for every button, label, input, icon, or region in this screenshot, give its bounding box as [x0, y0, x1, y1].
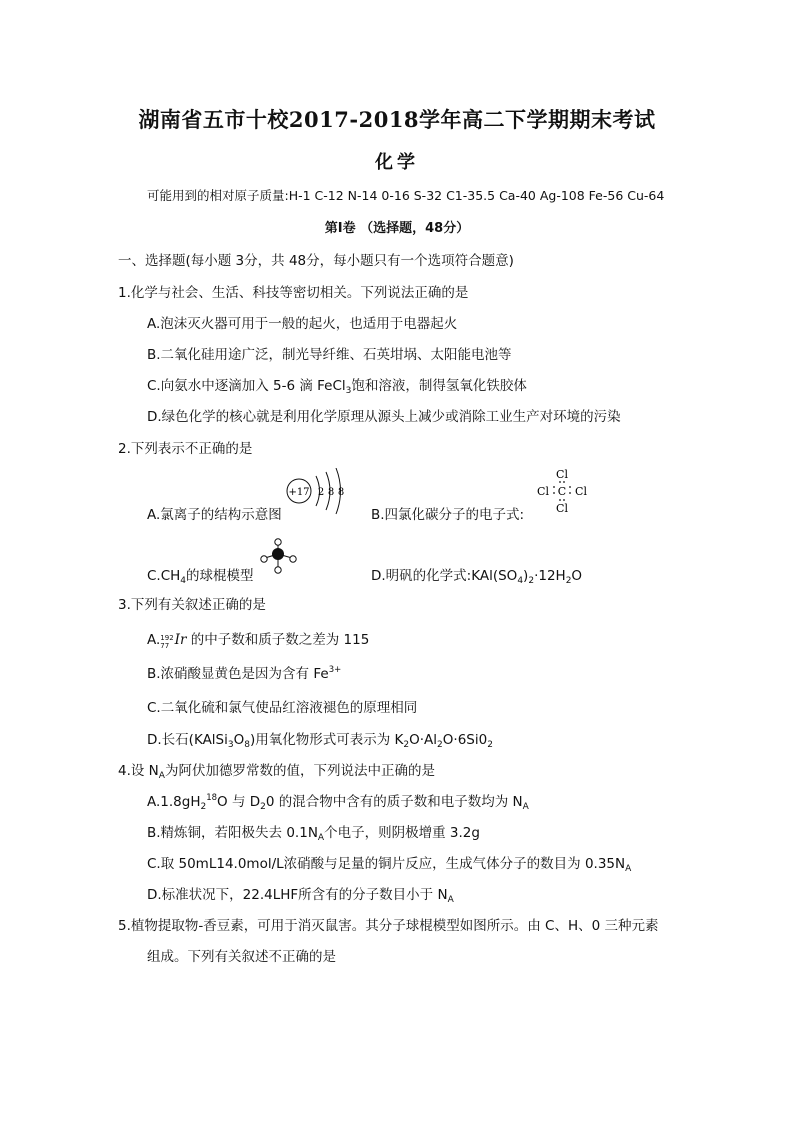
q4-option-c: C.取 50mL14.0mol/L浓硝酸与足量的铜片反应，生成气体分子的数目为 $0.35N_A$: [147, 856, 632, 874]
q3-option-d: D.长石$(KAlSi_3O_8)$用氧化物形式可表示为 $K_2O\cdot Al_2O\cdot 6Si0_2$: [147, 732, 493, 750]
q1-option-b: B.二氧化硅用途广泛，制光导纤维、石英坩埚、太阳能电池等: [147, 347, 512, 363]
carbon-center: C: [557, 485, 567, 498]
q2-option-b: B.四氯化碳分子的电子式:: [371, 507, 525, 523]
q1-option-a: A.泡沫灭火器可用于一般的起火，也适用于电器起火: [147, 316, 458, 332]
cl-top: Cl: [556, 468, 568, 481]
q3-option-c: C.二氧化硫和氯气使品红溶液褪色的原理相同: [147, 700, 418, 716]
cl-bottom: Cl: [556, 502, 568, 515]
q3-option-b: B.浓硝酸显黄色是因为含有 $Fe^{3+}$: [147, 665, 342, 682]
shell-2-electrons: 8: [327, 487, 335, 498]
shell-1-electrons: 2: [317, 487, 325, 498]
nucleus-charge: +17: [288, 487, 310, 498]
q4-option-b: B.精炼铜，若阳极失去 $0.1N_A$个电子，则阴极增重 3.2g: [147, 825, 480, 843]
q1-option-d: D.绿色化学的核心就是利用化学原理从源头上减少或消除工业生产对环境的污染: [147, 409, 621, 425]
q5-stem: 5.植物提取物-香豆素，可用于消灭鼠害。其分子球棍模型如图所示。由 C、H、0 三种元素: [118, 918, 659, 934]
q1-stem: 1.化学与社会、生活、科技等密切相关。下列说法正确的是: [118, 285, 469, 301]
cl-right: Cl: [575, 485, 587, 498]
exam-title: 湖南省五市十校2017-2018学年高二下学期期末考试: [138, 107, 656, 132]
q3-option-a: A. 192 77 Ir 的中子数和质子数之差为 115: [147, 632, 370, 650]
ccl4-electron-formula: [532, 466, 592, 516]
part-instruction: 一、选择题(每小题 3分，共 48分，每小题只有一个选项符合题意): [118, 253, 514, 269]
q2-option-c: $C.CH_4$的球棍模型: [147, 568, 254, 586]
section-heading: 第Ⅰ卷 （选择题，48分）: [324, 221, 470, 236]
q5-stem-continued: 组成。下列有关叙述不正确的是: [147, 949, 336, 965]
methane-ball-stick-model: [256, 538, 304, 578]
q1-option-c: C.向氨水中逐滴加入 5-6 滴 FeCl$_3$饱和溶液，制得氢氧化铁胶体: [147, 378, 527, 396]
q2-stem: 2.下列表示不正确的是: [118, 441, 253, 457]
subject-title: 化学: [375, 152, 419, 173]
q4-option-d: D.标准状况下，22.4LHF所含有的分子数目小于 $N_A$: [147, 887, 454, 905]
atomic-masses: 可能用到的相对原子质量:H-1 C-12 N-14 0-16 S-32 C1-35.5 Ca-40 Ag-108 Fe-56 Cu-64: [147, 188, 665, 203]
chloride-ion-structure-diagram: [283, 468, 363, 520]
q4-stem: 4.设 $N_A$为阿伏加德罗常数的值，下列说法中正确的是: [118, 763, 435, 781]
cl-left: Cl: [537, 485, 549, 498]
q4-option-a: $A.1.8gH_2^{18}O$ 与 $D_20$ 的混合物中含有的质子数和电子数均为 $N_A$: [147, 793, 529, 812]
shell-3-electrons: 8: [337, 487, 345, 498]
q2-option-d: D.明矾的化学式$:KAl(SO_4)_2\cdot 12H_2O$: [371, 568, 583, 586]
q2-option-a: A.氯离子的结构示意图: [147, 507, 282, 523]
q3-stem: 3.下列有关叙述正确的是: [118, 597, 266, 613]
